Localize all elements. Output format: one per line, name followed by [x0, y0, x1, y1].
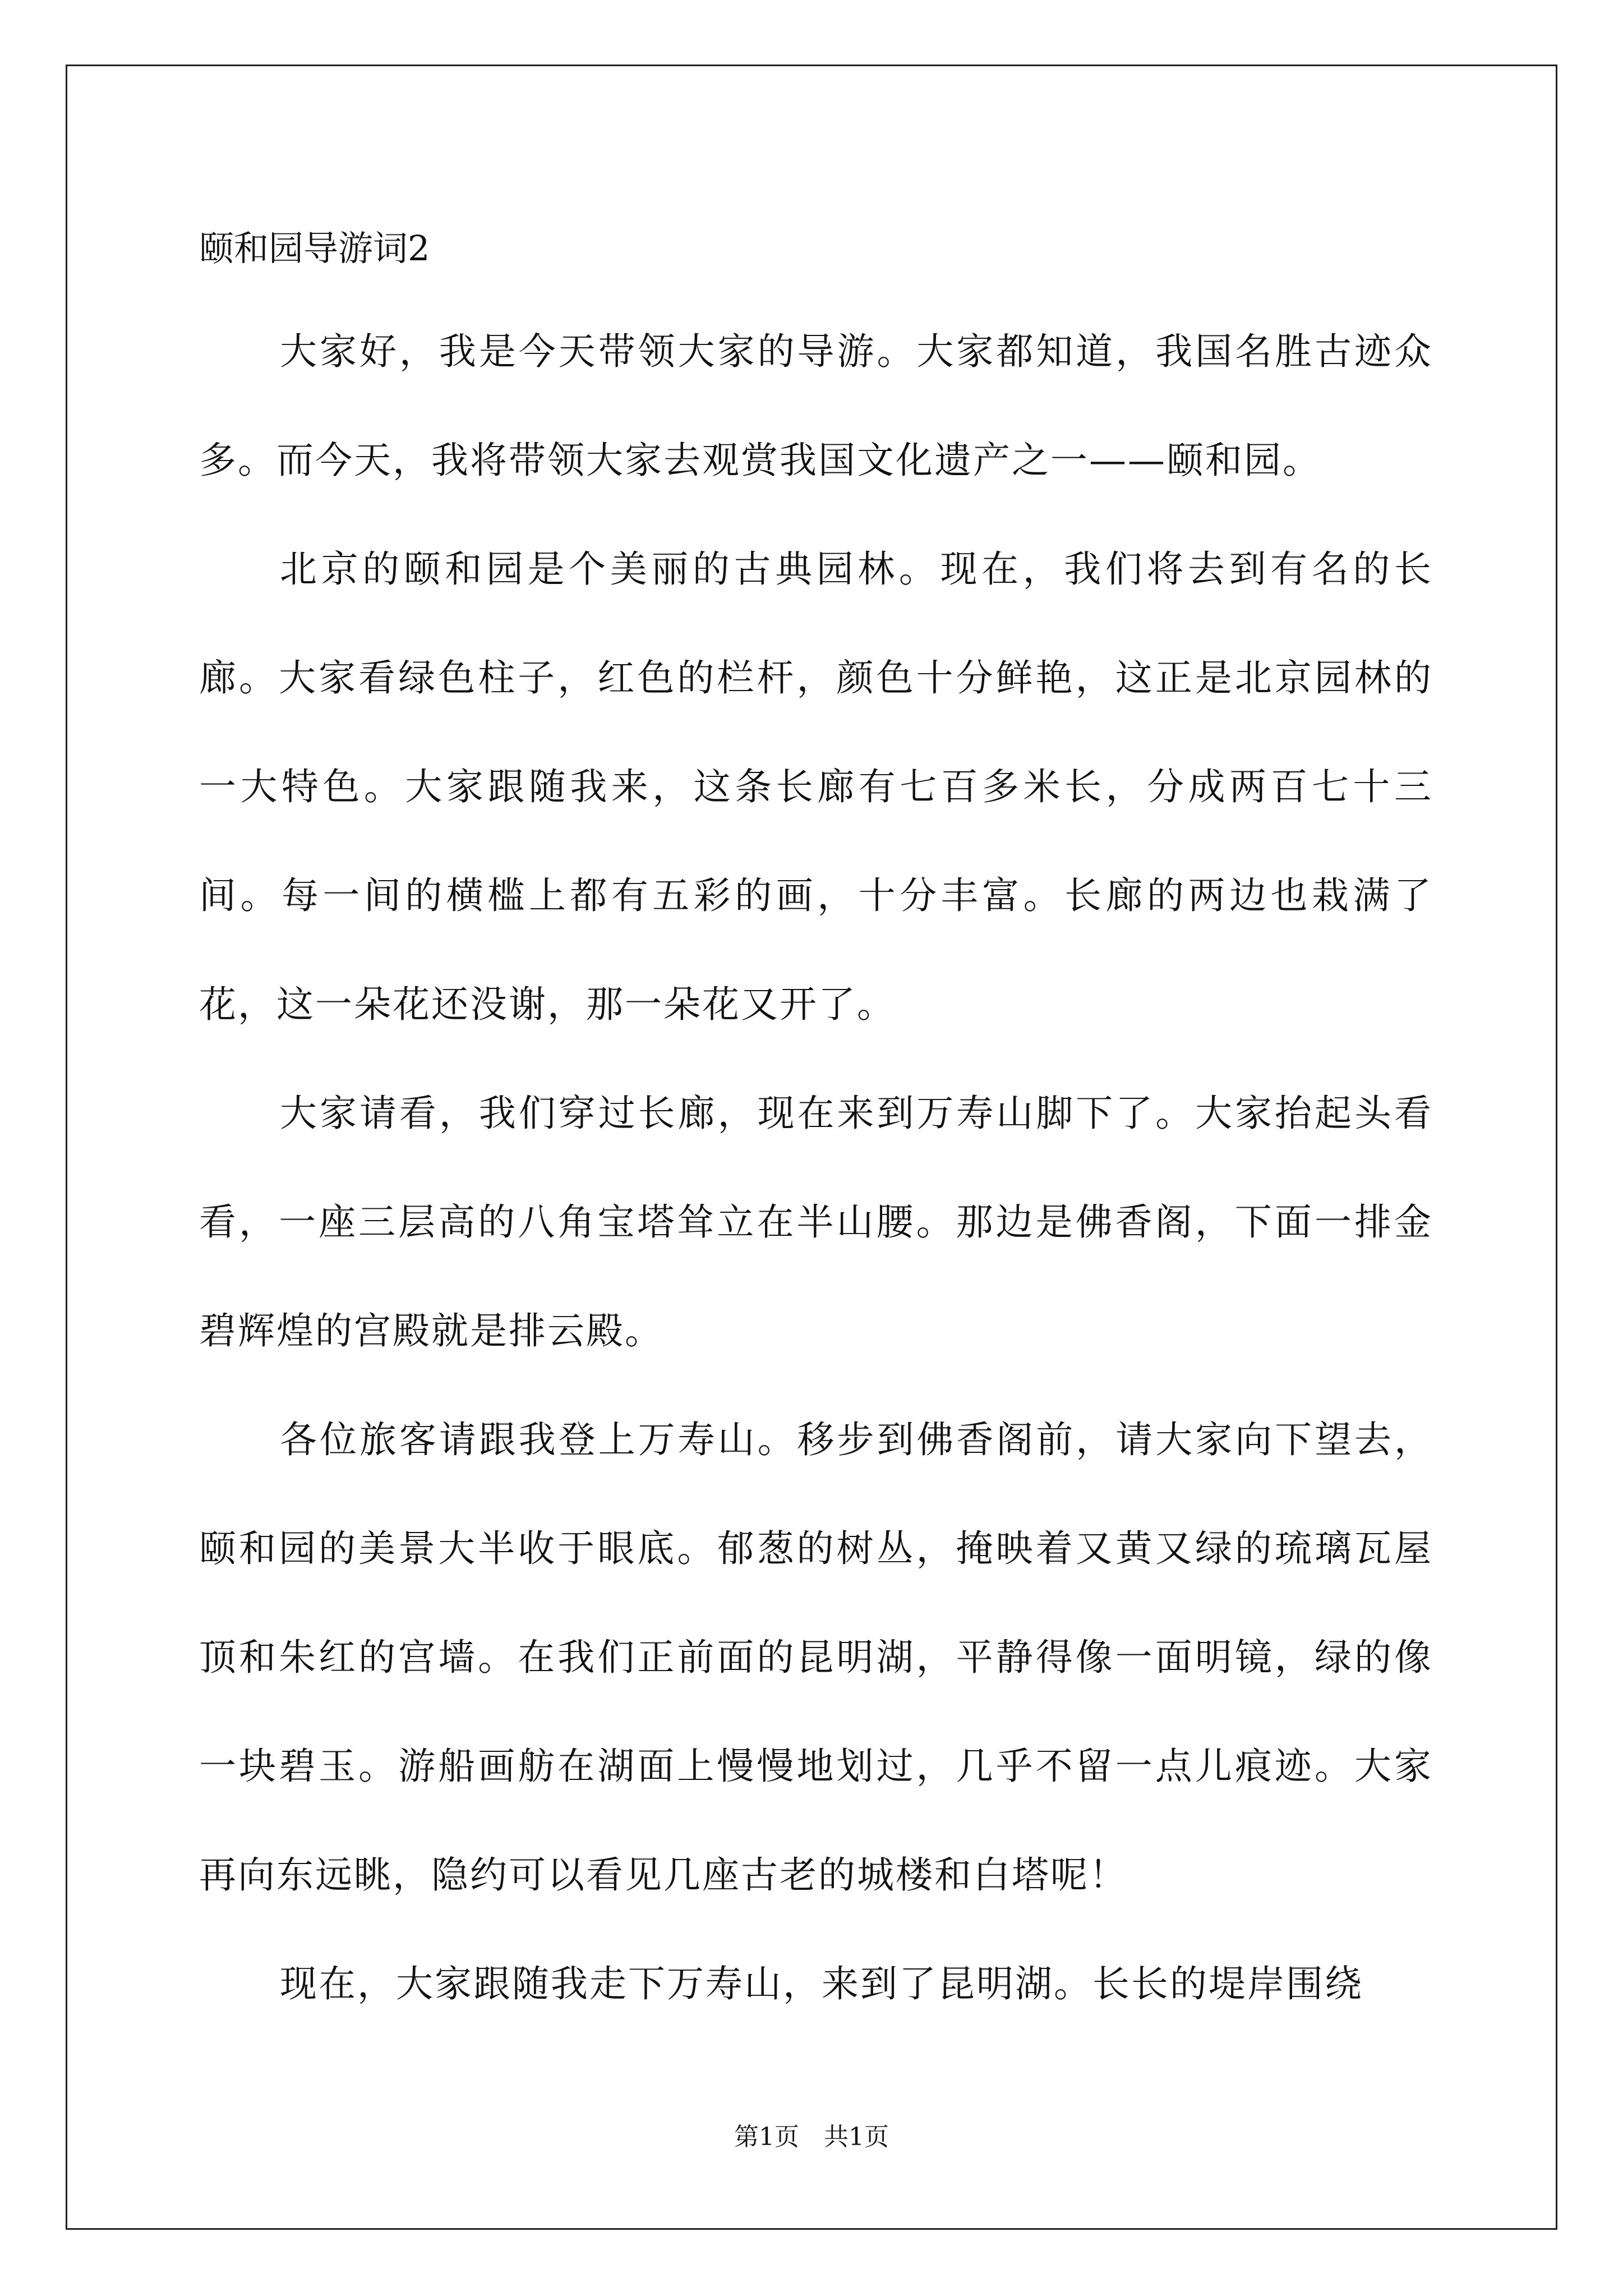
- paragraph-tower-view: 各位旅客请跟我登上万寿山。移步到佛香阁前，请大家向下望去，颐和园的美景大半收于眼底。郁葱的树丛，掩映着又黄又绿的琉璃瓦屋顶和朱红的宫墙。在我们正前面的昆明湖，平静得像一面明镜，绿的像一块碧玉。游船画舫在湖面上慢慢地划过，几乎不留一点儿痕迹。大家再向东远眺，隐约可以看见几座古老的城楼和白塔呢！: [199, 1418, 1433, 1897]
- paragraph-longevity-hill: 大家请看，我们穿过长廊，现在来到万寿山脚下了。大家抬起头看看，一座三层高的八角宝塔耸立在半山腰。那边是佛香阁，下面一排金碧辉煌的宫殿就是排云殿。: [199, 1092, 1433, 1352]
- document-title: 颐和园导游词2: [199, 228, 430, 269]
- paragraph-long-corridor: 北京的颐和园是个美丽的古典园林。现在，我们将去到有名的长廊。大家看绿色柱子，红色的栏杆，颜色十分鲜艳，这正是北京园林的一大特色。大家跟随我来，这条长廊有七百多米长，分成两百七十三间。每一间的横槛上都有五彩的画，十分丰富。长廊的两边也栽满了花，这一朵花还没谢，那一朵花又开了。: [199, 547, 1433, 1026]
- document-body: [199, 297, 1433, 2039]
- paragraph-intro: 大家好，我是今天带领大家的导游。大家都知道，我国名胜古迹众多。而今天，我将带领大家去观赏我国文化遗产之一——颐和园。: [199, 330, 1433, 482]
- page-number-footer: 第1页 共1页: [734, 2123, 889, 2151]
- paragraph-kunming-lake: 现在，大家跟随我走下万寿山，来到了昆明湖。长长的堤岸围绕: [280, 1962, 1363, 2005]
